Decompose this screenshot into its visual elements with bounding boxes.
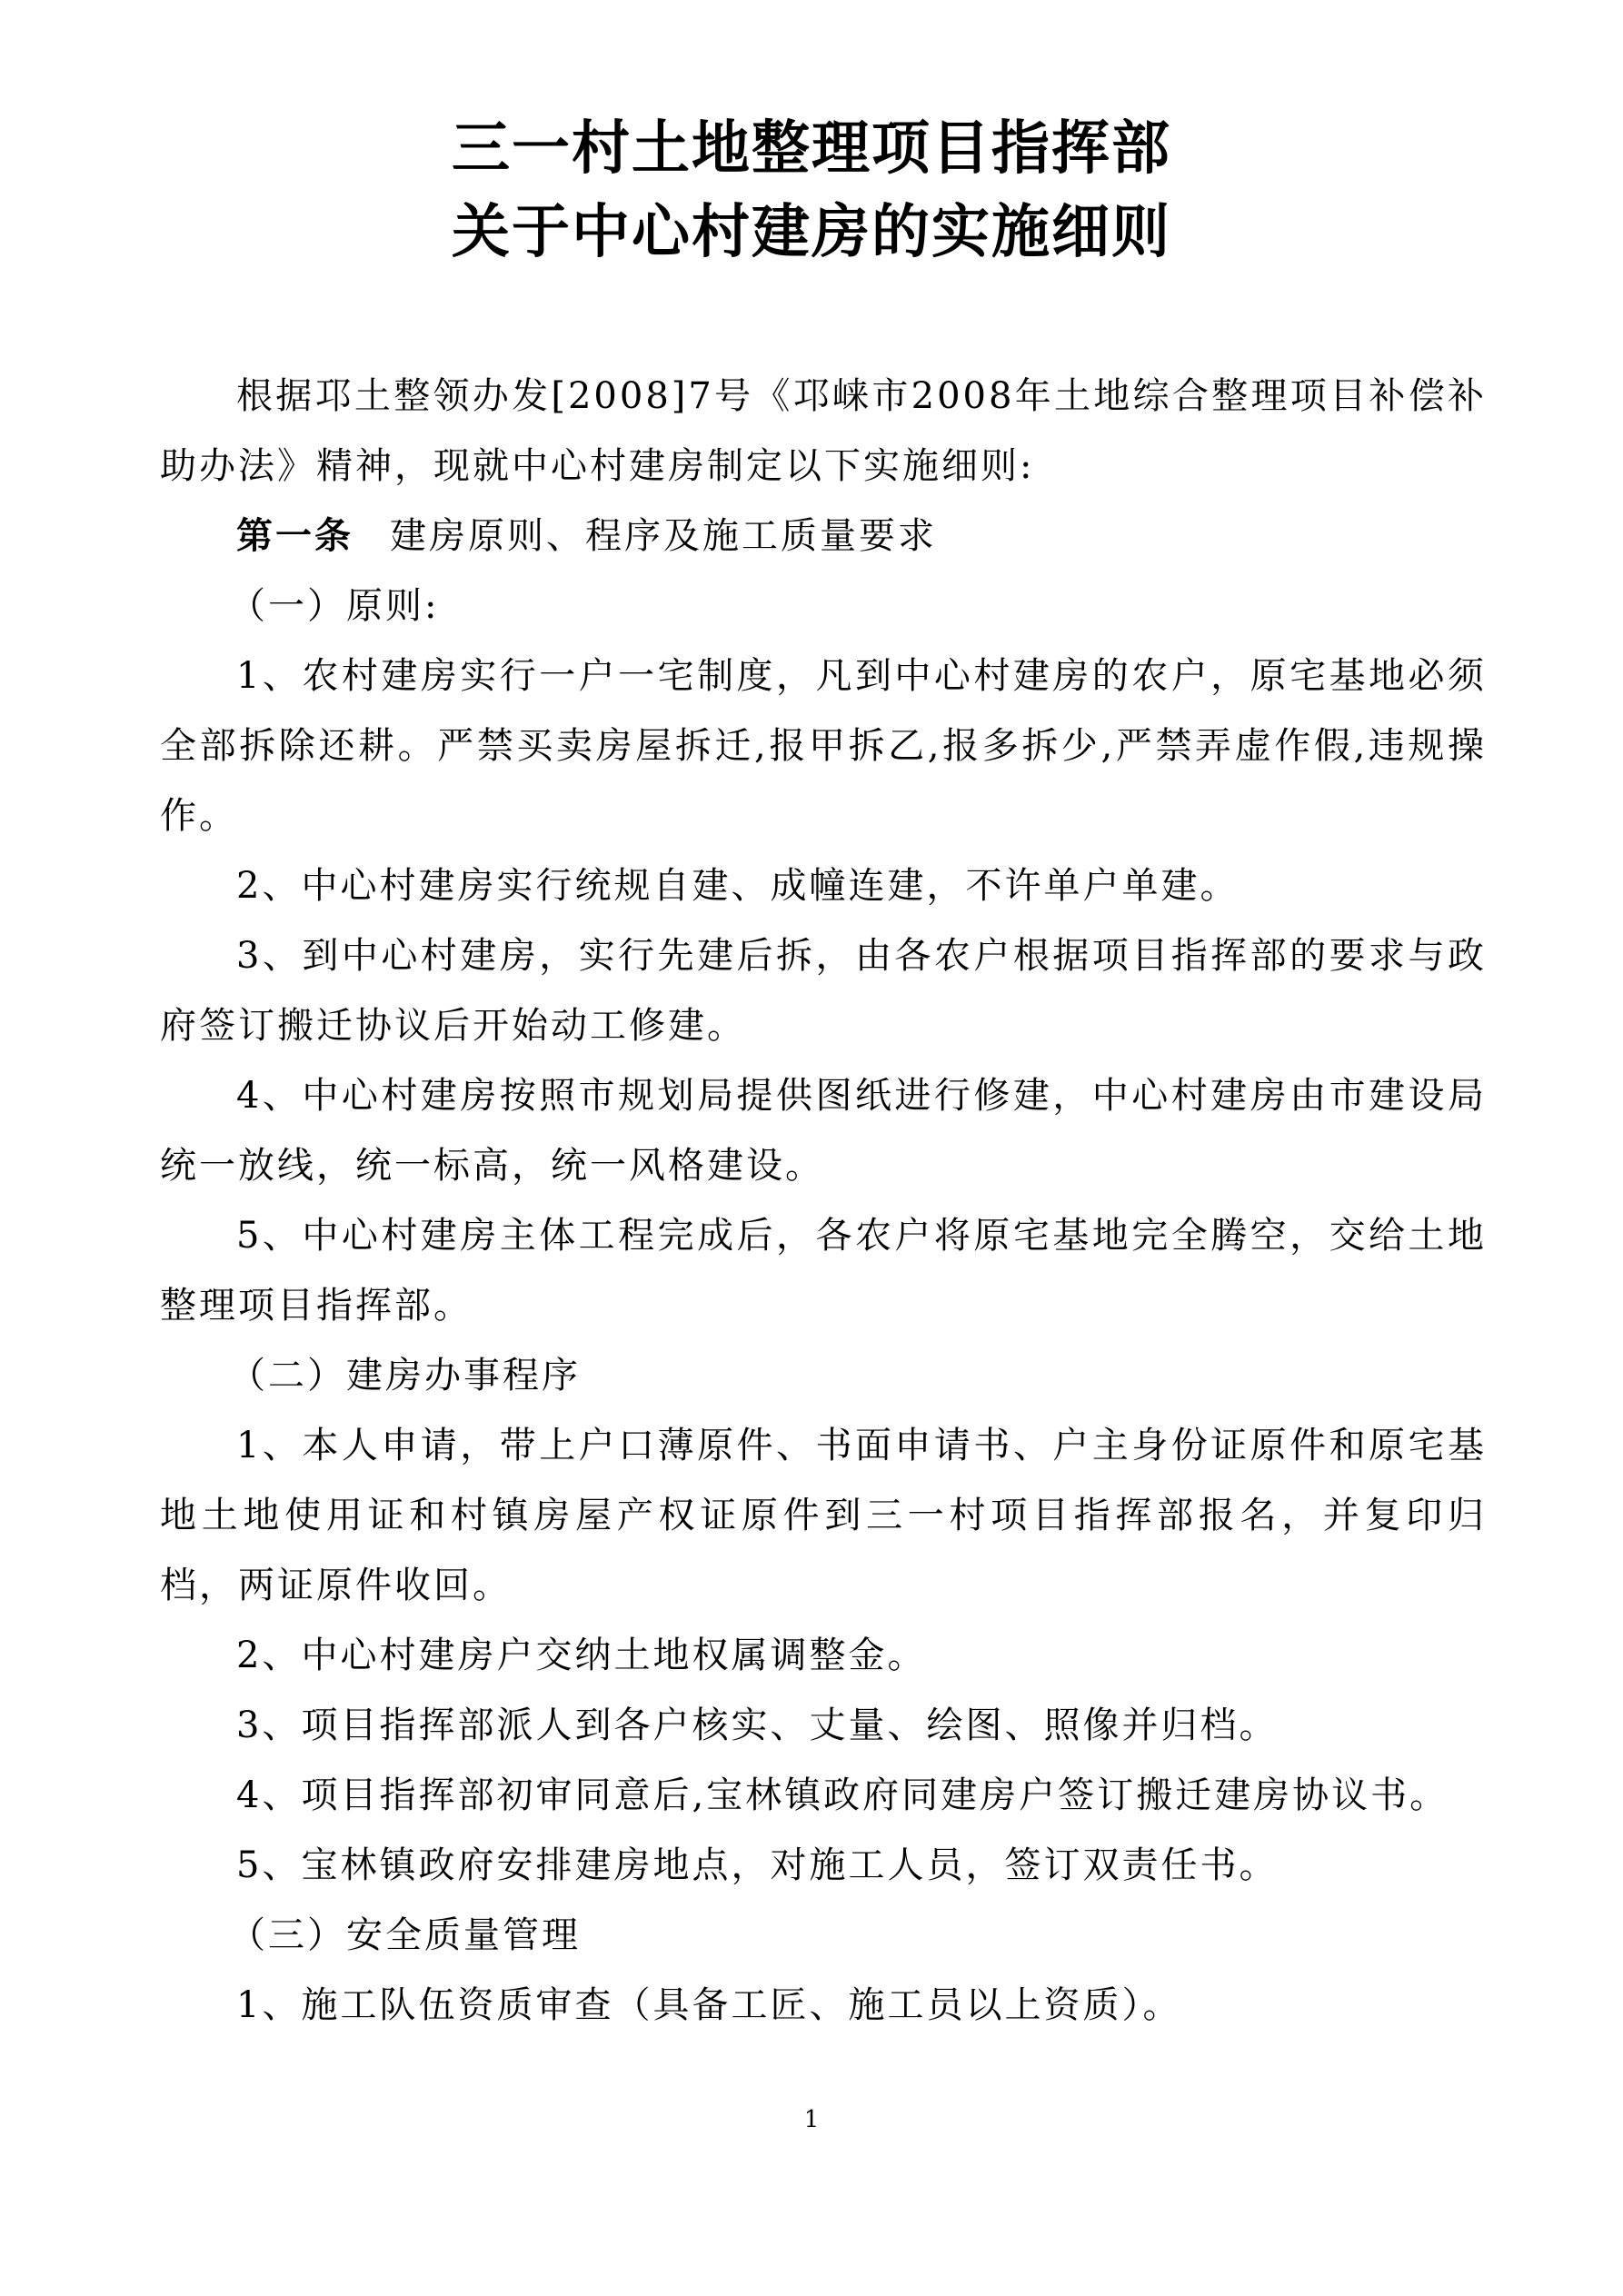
article-1-heading bbox=[160, 502, 1487, 572]
section-1-item: 2、中心村建房实行统规自建、成幢连建，不许单户单建。 bbox=[236, 865, 1240, 907]
article-number: 第一条 bbox=[236, 515, 353, 557]
page-number: 1 bbox=[803, 2106, 820, 2133]
section-2-item: 1、本人申请，带上户口薄原件、书面申请书、户主身份证原件和原宅基地土地使用证和村镇房屋产权证原件到三一村项目指挥部报名，并复印归档，两证原件收回。 bbox=[160, 1425, 1487, 1606]
section-2-item: 2、中心村建房户交纳土地权属调整金。 bbox=[236, 1635, 927, 1676]
section-3-item: 1、施工队伍资质审查（具备工匠、施工员以上资质）。 bbox=[236, 1984, 1182, 2026]
article-title: 建房原则、程序及施工质量要求 bbox=[390, 515, 937, 557]
document-body bbox=[160, 362, 1487, 2041]
section-1-heading: （一）原则: bbox=[229, 585, 440, 627]
intro-paragraph: 根据邛土整领办发[2008]7号《邛崃市2008年土地综合整理项目补偿补助办法》精神，现就中心村建房制定以下实施细则: bbox=[160, 375, 1487, 487]
section-2-item: 3、项目指挥部派人到各户核实、丈量、绘图、照像并归档。 bbox=[236, 1705, 1279, 1746]
document-title-line-1: 三一村土地整理项目指挥部 bbox=[452, 115, 1171, 183]
section-3-heading: （三）安全质量管理 bbox=[229, 1914, 581, 1956]
section-1-item: 5、中心村建房主体工程完成后，各农户将原宅基地完全腾空，交给土地整理项目指挥部。 bbox=[160, 1215, 1487, 1327]
document-title-line-2: 关于中心村建房的实施细则 bbox=[452, 199, 1171, 266]
section-2-item: 4、项目指挥部初审同意后,宝林镇政府同建房户签订搬迁建房协议书。 bbox=[236, 1774, 1449, 1816]
section-1-item: 3、到中心村建房，实行先建后拆，由各农户根据项目指挥部的要求与政府签订搬迁协议后开始动工修建。 bbox=[160, 935, 1487, 1047]
section-2-item: 5、宝林镇政府安排建房地点，对施工人员，签订双责任书。 bbox=[236, 1844, 1279, 1886]
section-1-item: 1、农村建房实行一户一宅制度，凡到中心村建房的农户，原宅基地必须全部拆除还耕。严禁买卖房屋拆迁,报甲拆乙,报多拆少,严禁弄虚作假,违规操作。 bbox=[160, 655, 1487, 837]
section-2-heading: （二）建房办事程序 bbox=[229, 1355, 581, 1396]
section-1-item: 4、中心村建房按照市规划局提供图纸进行修建，中心村建房由市建设局统一放线，统一标高，统一风格建设。 bbox=[160, 1075, 1487, 1187]
